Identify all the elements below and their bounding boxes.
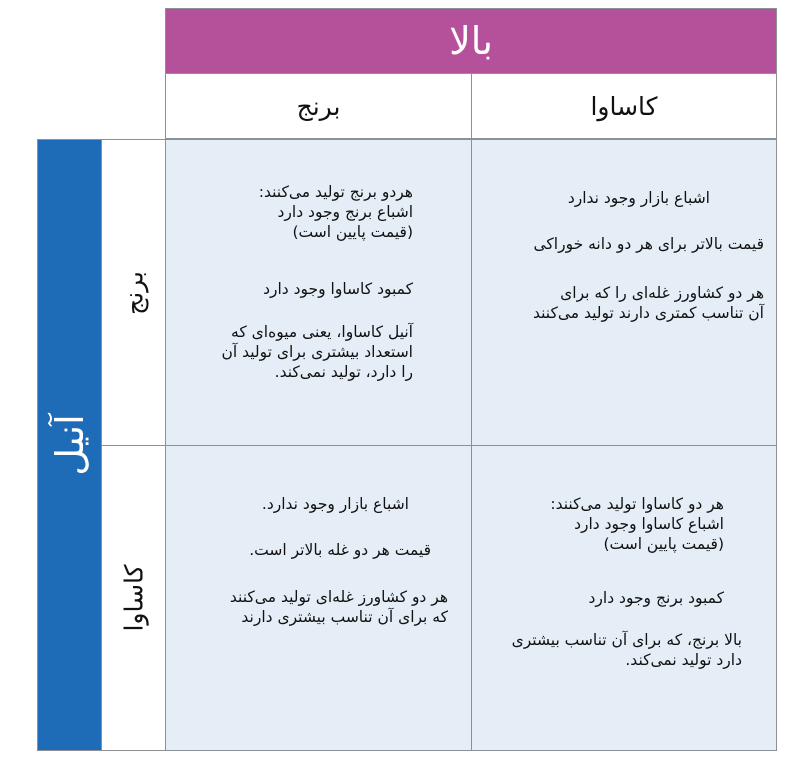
column-label-rice: برنج: [296, 91, 341, 121]
row-label-rice: برنج: [119, 270, 148, 315]
payoff-text: هردو برنج تولید می‌کنند: اشباع برنج وجود دارد (قیمت پایین است): [258, 183, 413, 241]
payoff-cell-cassava-rice: [165, 445, 472, 751]
payoff-text: کمبود برنج وجود دارد: [588, 589, 724, 607]
payoff-text: هر دو کشاورز غله‌ای را که برای آن تناسب کمتری دارند تولید می‌کنند: [532, 284, 764, 322]
column-header-cassava: [471, 73, 777, 139]
payoff-text: اشباع بازار وجود ندارد.: [261, 495, 409, 513]
payoff-text: قیمت هر دو غله بالاتر است.: [249, 541, 431, 559]
top-player-header: [165, 8, 777, 74]
payoff-cell-rice-cassava: [471, 139, 777, 446]
side-player-header: [37, 139, 102, 751]
payoff-cell-cassava-cassava: [471, 445, 777, 751]
column-header-rice: [165, 73, 472, 139]
row-header-cassava: [101, 445, 166, 751]
side-player-label: آنیل: [47, 414, 92, 476]
row-label-cassava: کاساوا: [119, 564, 148, 632]
payoff-text: هر دو کشاورز غله‌ای تولید می‌کنند که برای آن تناسب بیشتری دارند: [229, 588, 448, 626]
column-label-cassava: کاساوا: [590, 91, 658, 121]
payoff-text: هر دو کاساوا تولید می‌کنند: اشباع کاساوا وجود دارد (قیمت پایین است): [550, 495, 724, 553]
payoff-text: آنیل کاساوا، یعنی میوه‌ای که استعداد بیشتری برای تولید آن را دارد، تولید نمی‌کند.: [221, 323, 413, 381]
payoff-cell-rice-rice: [165, 139, 472, 446]
top-player-label: بالا: [449, 19, 493, 63]
payoff-text: قیمت بالاتر برای هر دو دانه خوراکی: [533, 235, 764, 253]
payoff-text: بالا برنج، که برای آن تناسب بیشتری دارد تولید نمی‌کند.: [511, 631, 742, 669]
payoff-text: کمبود کاساوا وجود دارد: [263, 280, 413, 298]
payoff-text: اشباع بازار وجود ندارد: [567, 189, 710, 207]
row-header-rice: [101, 139, 166, 446]
